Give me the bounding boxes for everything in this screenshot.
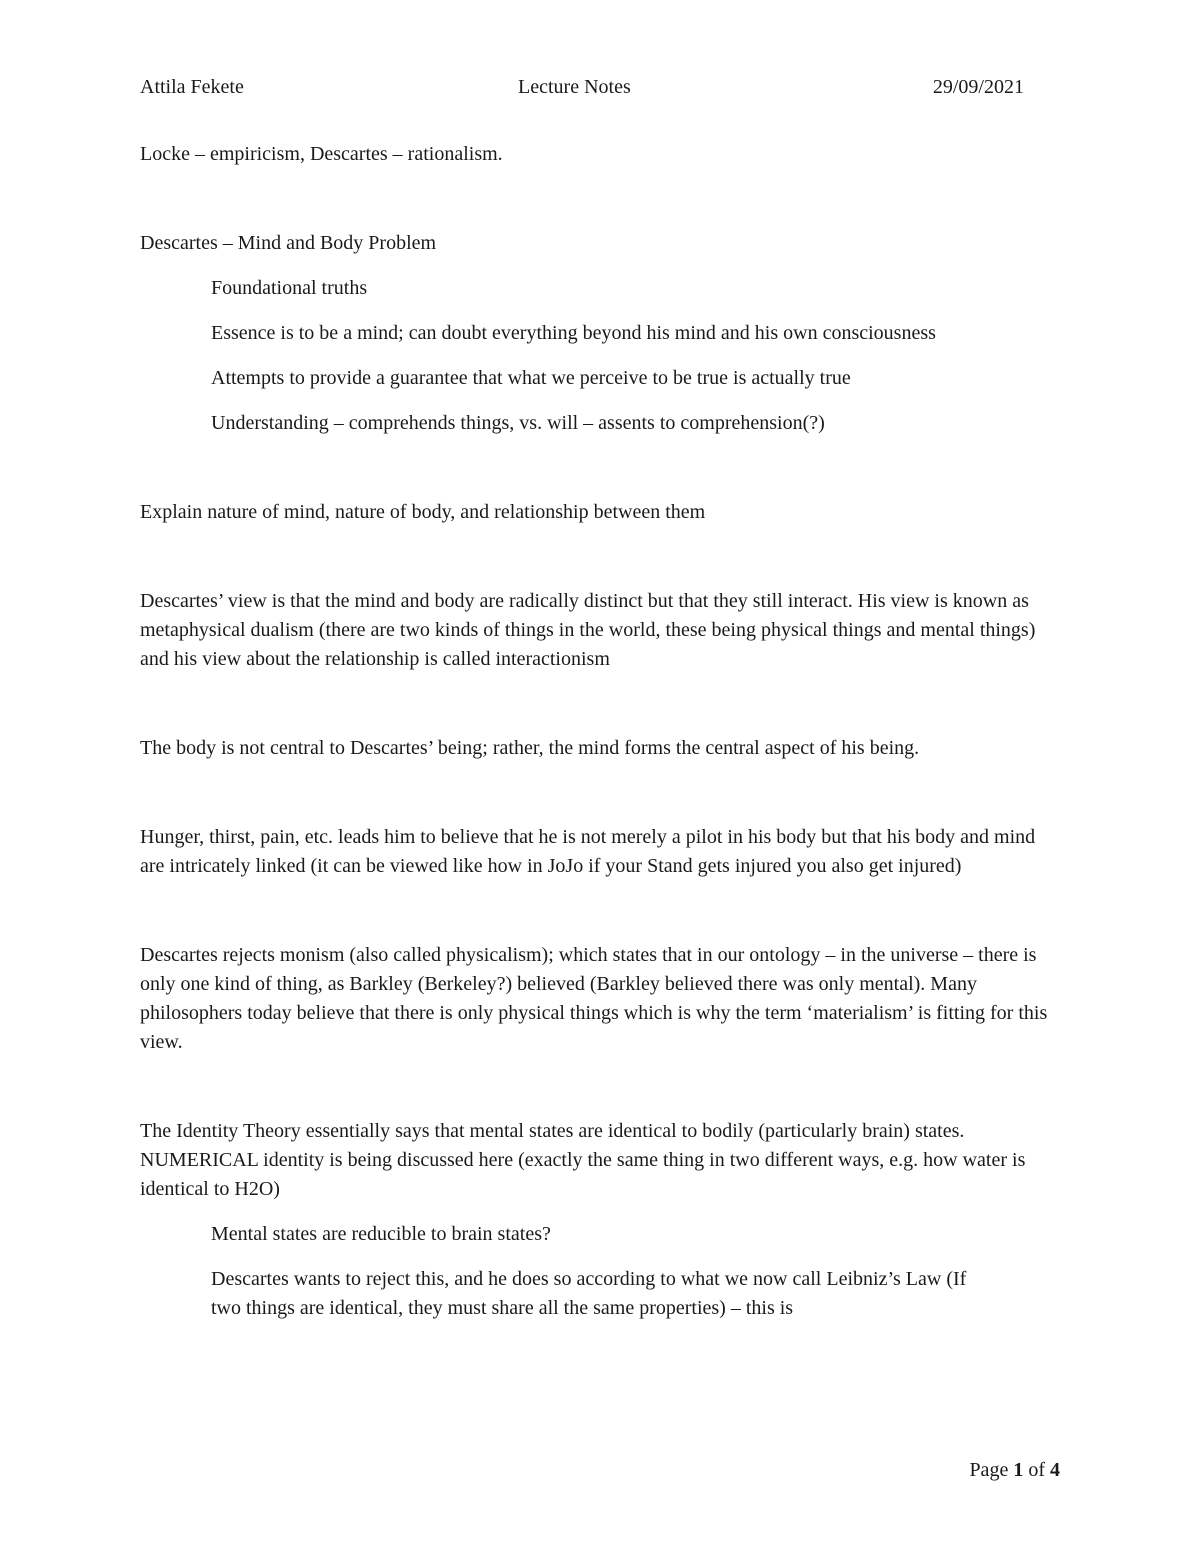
page-footer <box>969 1455 1060 1485</box>
footer-page-word: Page <box>969 1459 1009 1481</box>
paragraph: Hunger, thirst, pain, etc. leads him to believe that he is not merely a pilot in his body but that his body and mind are intricately linked (it can be viewed like how in JoJo if your Stand gets injured you also get injured) <box>140 826 1036 877</box>
paragraph: The Identity Theory essentially says that mental states are identical to bodily (particularly brain) states. NUMERICAL identity is being discussed here (exactly the same thing in two different ways, e.g. how water is identical to H2O) <box>140 1120 1026 1200</box>
indented-item: Essence is to be a mind; can doubt everything beyond his mind and his own consciousness <box>211 322 936 344</box>
indented-item: Understanding – comprehends things, vs. will – assents to comprehension(?) <box>211 412 825 434</box>
footer-of-word: of <box>1028 1459 1045 1481</box>
indented-item: Descartes wants to reject this, and he does so according to what we now call Leibniz’s Law (If two things are identical, they must share all the same properties) – this is <box>211 1268 967 1319</box>
header-date: 29/09/2021 <box>932 76 1024 98</box>
paragraph-intro: Locke – empiricism, Descartes – rationalism. <box>140 143 503 165</box>
footer-page-current: 1 <box>1013 1459 1024 1481</box>
indented-item: Mental states are reducible to brain states? <box>211 1223 551 1245</box>
document-body <box>140 140 1060 1323</box>
paragraph: The body is not central to Descartes’ being; rather, the mind forms the central aspect of his being. <box>140 737 920 759</box>
header-title: Lecture Notes <box>518 76 631 98</box>
footer-page-total: 4 <box>1050 1459 1060 1481</box>
page-header <box>140 72 1024 102</box>
header-author: Attila Fekete <box>140 76 244 98</box>
paragraph: Descartes rejects monism (also called physicalism); which states that in our ontology – in the universe – there is only one kind of thing, as Barkley (Berkeley?) believed (Barkley believed there was only mental). Many philosophers today believe that there is only physical things which is why the term ‘materialism’ is fitting for this view. <box>140 944 1048 1053</box>
indented-item: Attempts to provide a guarantee that what we perceive to be true is actually true <box>211 367 851 389</box>
paragraph: Explain nature of mind, nature of body, and relationship between them <box>140 501 706 523</box>
paragraph: Descartes’ view is that the mind and body are radically distinct but that they still interact. His view is known as metaphysical dualism (there are two kinds of things in the world, these being physical things and mental things) and his view about the relationship is called interactionism <box>140 590 1036 670</box>
indented-item: Foundational truths <box>211 277 368 299</box>
section-heading-mind-body: Descartes – Mind and Body Problem <box>140 232 437 254</box>
